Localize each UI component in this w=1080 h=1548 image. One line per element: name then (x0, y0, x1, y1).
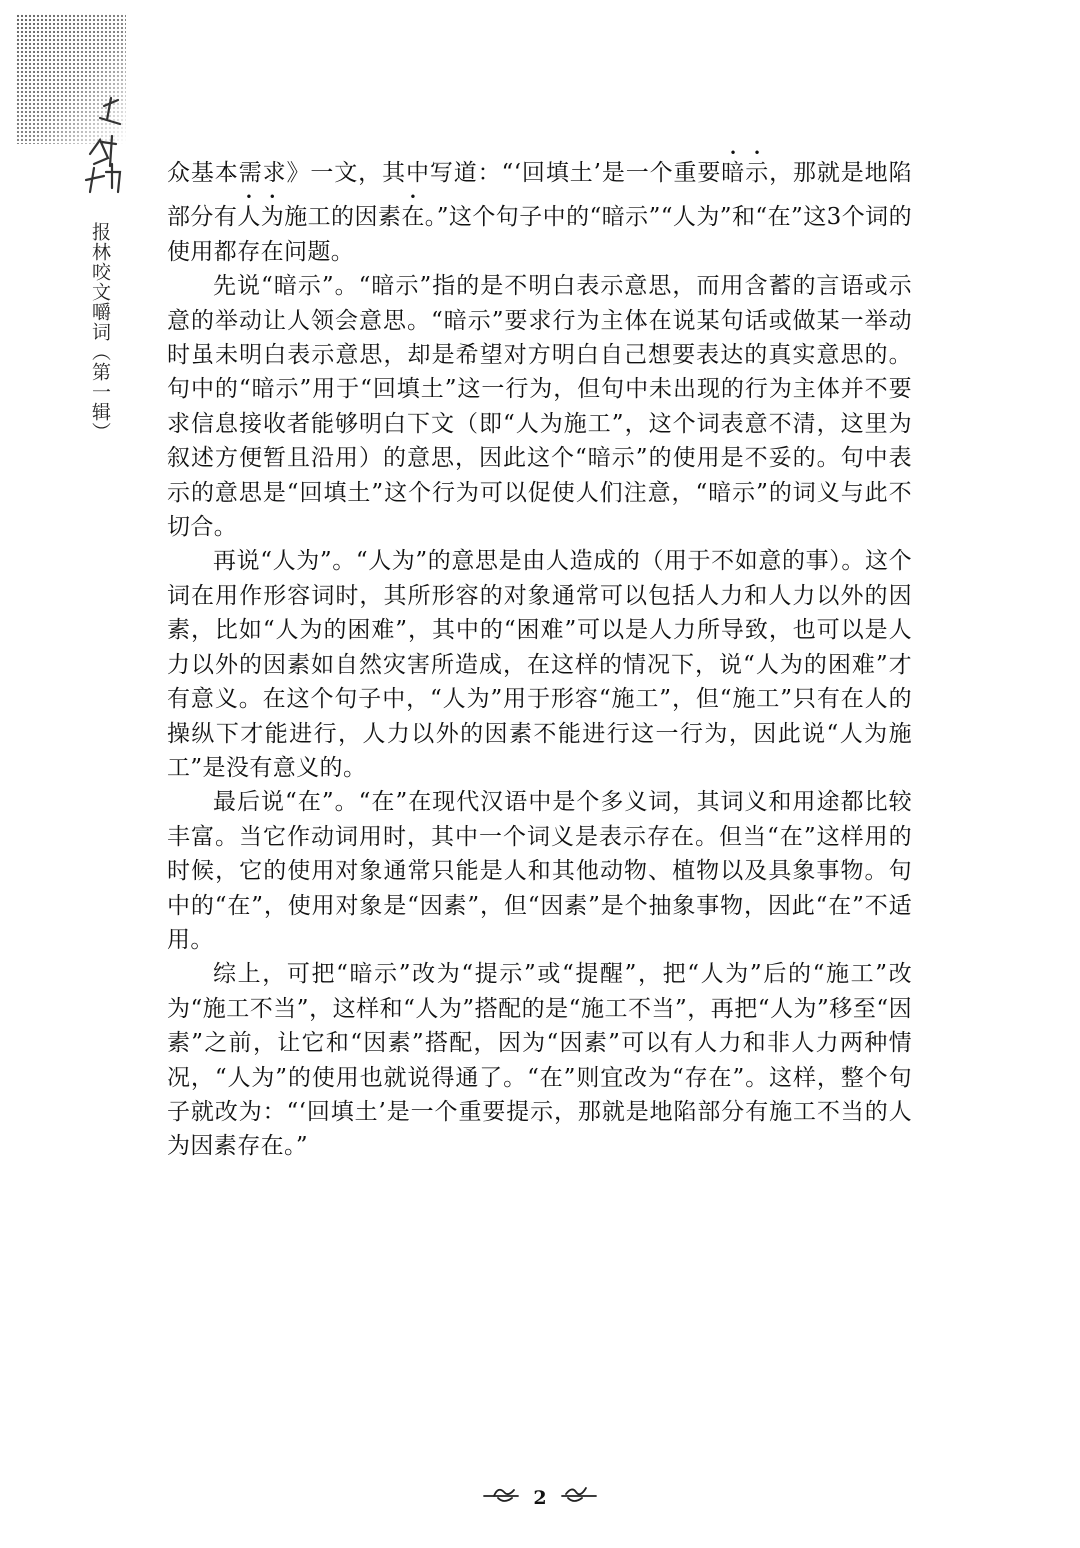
paragraph-1-part-3: 施工的因素 (284, 204, 402, 231)
paragraph-1-part-4: 。”这个句子中的“暗示”“人为”和“在”这3个词的使用都存在问题。 (167, 204, 912, 265)
paragraph-1-part-2: ，那就是地陷部分有 (167, 160, 912, 231)
paragraph-4: 最后说“在”。“在”在现代汉语中是个多义词，其词义和用途都比较丰富。当它作动词用时，其中一个词义是表示存在。但当“在”这样用的时候，它的使用对象通常只能是人和其他动物、植物以及具象事物。句中的“在”，使用对象是“因素”，但“因素”是个抽象事物，因此“在”不适用。 (167, 789, 912, 953)
running-title: 报林咬文嚼词（第一辑） (89, 222, 111, 442)
paragraph-1-part-1: 众基本需求》一文，其中写道：“‘回填土’是一个重要 (167, 160, 722, 186)
paragraph-2: 先说“暗示”。“暗示”指的是不明白表示意思，而用含蓄的言语或示意的举动让人领会意思。“暗示”要求行为主体在说某句话或做某一举动时虽未明白表示意思，却是希望对方明白自己想要表达的真实意思的。句中的“暗示”用于“回填土”这一行为，但句中未出现的行为主体并不要求信息接收者能够明白下文（即“人为施工”，这个词表意不清，这里为叙述方便暂且沿用）的意思，因此这个“暗示”的使用是不妥的。句中表示的意思是“回填土”这个行为可以促使人们注意，“暗示”的词义与此不切合。 (167, 273, 912, 541)
paragraph-1 (167, 146, 912, 269)
corner-halftone-decoration (16, 14, 126, 214)
article-body (167, 146, 912, 1164)
paragraph-3: 再说“人为”。“人为”的意思是由人造成的（用于不如意的事）。这个词在用作形容词时，其所形容的对象通常可以包括人力和人力以外的因素，比如“人为的困难”，其中的“困难”可以是人力所导致，也可以是人力以外的因素如自然灾害所造成，在这样的情况下，说“人为的困难”才有意义。在这个句子中，“人为”用于形容“施工”，但“施工”只有在人的操纵下才能进行，人力以外的因素不能进行这一行为，因此说“人为施工”是没有意义的。 (167, 548, 912, 781)
emphasized-word-renwei: 人为 (237, 204, 285, 231)
paragraph-5: 综上，可把“暗示”改为“提示”或“提醒”，把“人为”后的“施工”改为“施工不当”，这样和“人为”搭配的是“施工不当”，再把“人为”移至“因素”之前，让它和“因素”搭配，因为“因素”可以有人力和非人力两种情况，“人为”的使用也就说得通了。“在”则宜改为“存在”。这样，整个句子就改为：“‘回填土’是一个重要提示，那就是地陷部分有施工不当的人为因素存在。” (167, 961, 912, 1160)
emphasized-word-anshi: 暗示 (721, 160, 770, 186)
emphasized-word-zai: 在 (401, 204, 425, 231)
page-number: 2 (533, 1487, 547, 1509)
